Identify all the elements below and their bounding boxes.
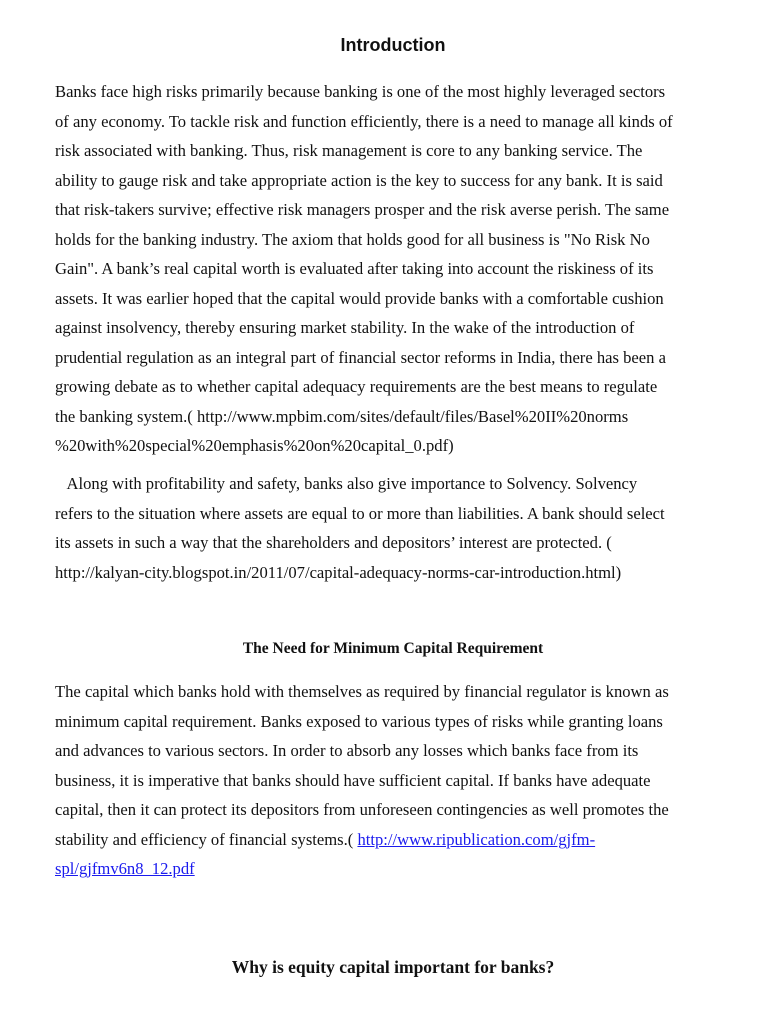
text-line: %20with%20special%20emphasis%20on%20capital_0.pdf)	[55, 436, 454, 455]
text-line: risk associated with banking. Thus, risk management is core to any banking service. The	[55, 141, 643, 160]
text-line: capital, then it can protect its depositors from unforeseen contingencies as well promotes the	[55, 800, 669, 819]
text-line	[55, 825, 745, 855]
heading-introduction: Introduction	[340, 35, 446, 55]
text-line: The capital which banks hold with themselves as required by financial regulator is known as	[55, 682, 669, 701]
text-line	[55, 854, 745, 884]
text-line: holds for the banking industry. The axiom that holds good for all business is "No Risk No	[55, 229, 650, 249]
text-line: minimum capital requirement. Banks exposed to various types of risks while granting loans	[55, 711, 663, 731]
text-line: prudential regulation as an integral part of financial sector reforms in India, there has been a	[55, 347, 666, 367]
text-line: the banking system.( http://www.mpbim.com/sites/default/files/Basel%20II%20norms	[55, 406, 629, 426]
heading-why-equity-capital: Why is equity capital important for banks?	[231, 957, 555, 977]
text-line: growing debate as to whether capital adequacy requirements are the best means to regulate	[55, 377, 658, 396]
text-fragment: stability and efficiency of financial systems.(	[55, 829, 358, 849]
text-line: http://kalyan-city.blogspot.in/2011/07/capital-adequacy-norms-car-introduction.html)	[55, 562, 622, 582]
text-line: business, it is imperative that banks should have sufficient capital. If banks have adequate	[55, 770, 651, 790]
paragraph-minimum-capital	[55, 677, 745, 884]
ripublication-link[interactable]: http://www.ripublication.com/gjfm-	[357, 829, 596, 849]
text-line: of any economy. To tackle risk and function efficiently, there is a need to manage all kinds of	[55, 111, 673, 131]
text-line: that risk-takers survive; effective risk managers prosper and the risk averse perish. The same	[55, 200, 670, 219]
text-line: refers to the situation where assets are equal to or more than liabilities. A bank should select	[55, 503, 665, 523]
text-line: against insolvency, thereby ensuring market stability. In the wake of the introduction of	[55, 318, 635, 337]
heading-need-minimum-capital: The Need for Minimum Capital Requirement	[242, 640, 544, 657]
text-line: assets. It was earlier hoped that the capital would provide banks with a comfortable cushion	[55, 288, 664, 308]
text-line: and advances to various sectors. In order to absorb any losses which banks face from its	[55, 741, 639, 760]
text-line: Gain". A bank’s real capital worth is evaluated after taking into account the riskiness of its	[55, 259, 654, 278]
paragraph-introduction	[55, 77, 745, 461]
paragraph-solvency	[55, 469, 745, 587]
ripublication-link-continued[interactable]: spl/gjfmv6n8_12.pdf	[55, 859, 195, 878]
text-line: Banks face high risks primarily because banking is one of the most highly leveraged sectors	[55, 82, 666, 101]
text-line: its assets in such a way that the shareholders and depositors’ interest are protected. (	[55, 533, 612, 552]
text-line: Along with profitability and safety, banks also give importance to Solvency. Solvency	[55, 474, 638, 493]
text-line: ability to gauge risk and take appropriate action is the key to success for any bank. It is said	[55, 170, 663, 190]
